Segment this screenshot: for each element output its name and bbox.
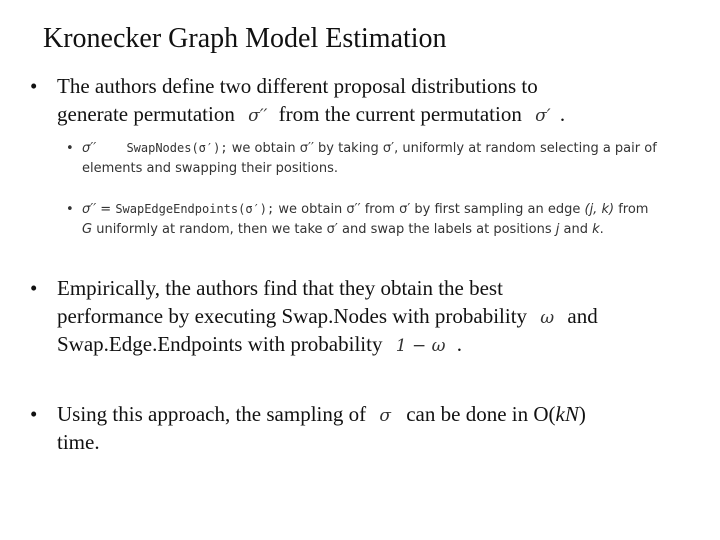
bullet-text-line1: Empirically, the authors find that they obtain the best [57, 276, 503, 300]
bullet-marker: • [30, 74, 38, 98]
text-segment: from [618, 202, 649, 217]
bullet-sampling-complexity [30, 400, 710, 460]
text-segment: uniformly at random, then we take σ′ and swap the labels at positions [96, 222, 552, 237]
swapedge-line2 [82, 219, 604, 240]
bullet-text-line1: The authors define two different proposal distributions to [57, 74, 538, 98]
swapnodes-line1 [82, 138, 657, 159]
math-j: j [555, 222, 560, 237]
text-segment: Swap.Edge.Endpoints with probability [57, 332, 383, 356]
sub-bullet-swapedgeendpoints [66, 199, 716, 243]
bullet-text-line2 [57, 302, 598, 332]
math-sigma-double-prime: σ′′ [82, 141, 97, 156]
text-segment: . [599, 222, 604, 237]
text-segment: generate permutation [57, 102, 235, 126]
swapnodes-line2: elements and swapping their positions. [82, 161, 339, 176]
bullet-text-line1 [57, 400, 586, 430]
text-segment: can be done in O( [406, 402, 556, 426]
text-segment: and [563, 222, 588, 237]
bullet-marker: • [30, 402, 38, 426]
math-sigma-prime: σ′ [535, 106, 551, 126]
slide-title: Kronecker Graph Model Estimation [43, 23, 447, 54]
bullet-text-line2: time. [57, 430, 100, 454]
math-edge-jk: (j, k) [584, 202, 615, 217]
math-sigma: σ [379, 406, 391, 426]
text-segment: ) [578, 402, 586, 426]
bullet-text-line3 [57, 330, 462, 360]
text-segment: . [456, 332, 462, 356]
bullet-marker: • [30, 276, 38, 300]
math-sigma-double-prime-equals: σ′′ = [82, 202, 112, 217]
bullet-proposal-distributions [30, 72, 710, 132]
text-segment: we obtain σ′′ from σ′ by first sampling an edge [278, 202, 581, 217]
text-segment: . [559, 102, 566, 126]
swapedgeendpoints-function: SwapEdgeEndpoints(σ′); [115, 202, 275, 216]
text-segment: we obtain σ′′ by taking σ′, uniformly at random selecting a pair of [231, 141, 657, 156]
math-sigma-double-prime: σ′′ [248, 106, 268, 126]
sub-bullet-marker: • [66, 202, 74, 217]
math-graph-g: G [82, 222, 93, 237]
math-kn: kN [555, 402, 579, 426]
math-one-minus-omega: 1 − ω [395, 336, 446, 356]
bullet-text-line2 [57, 100, 565, 130]
sub-bullet-swapnodes [66, 138, 716, 182]
text-segment: performance by executing Swap.Nodes with probability [57, 304, 528, 328]
swapnodes-function: SwapNodes(σ′); [126, 141, 228, 155]
text-segment: from the current permutation [278, 102, 522, 126]
math-k: k [592, 222, 600, 237]
bullet-empirical-performance [30, 274, 710, 364]
swapedge-line1 [82, 199, 648, 220]
math-omega: ω [540, 308, 555, 328]
sub-bullet-marker: • [66, 141, 74, 156]
text-segment: and [567, 304, 598, 328]
text-segment: Using this approach, the sampling of [57, 402, 367, 426]
